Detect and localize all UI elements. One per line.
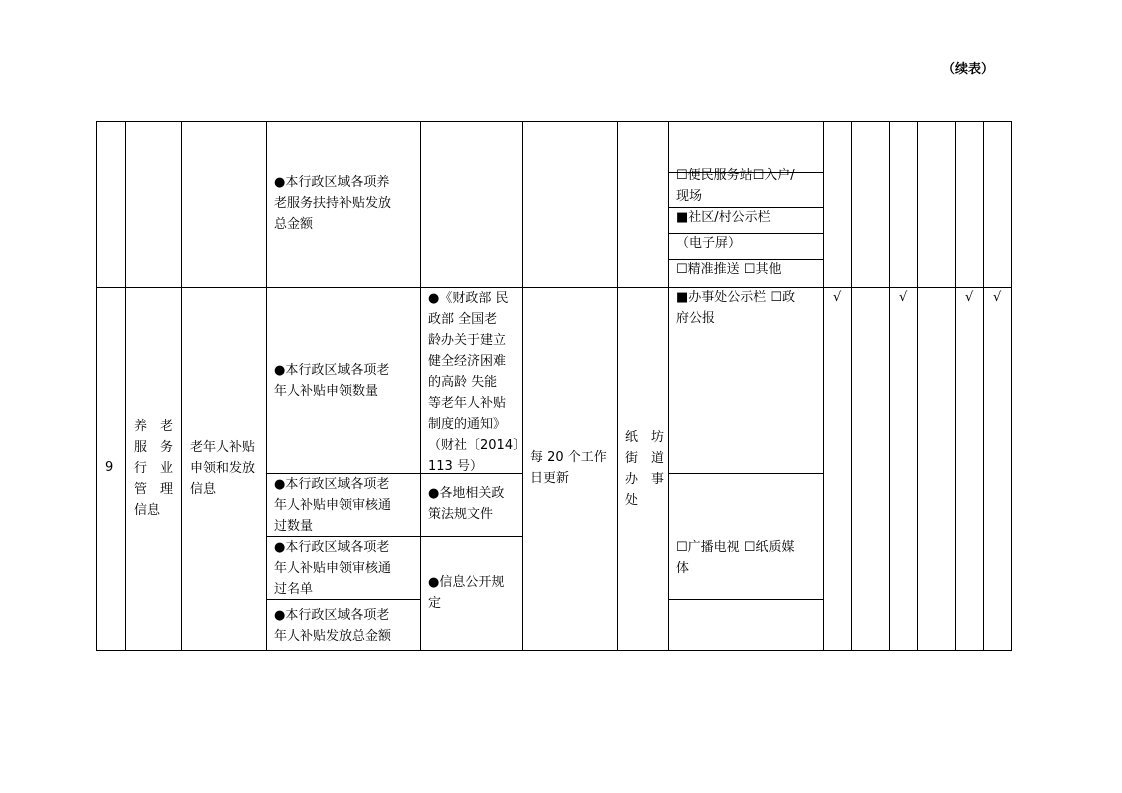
subject-line: 纸 坊 bbox=[625, 430, 665, 445]
column-divider bbox=[96, 121, 97, 651]
basis-line: 策法规文件 bbox=[428, 507, 494, 522]
column-divider bbox=[955, 121, 956, 651]
prev-content-line: 总金额 bbox=[274, 217, 314, 232]
category-line: 行 业 bbox=[134, 461, 174, 476]
channel-line: 府公报 bbox=[676, 311, 716, 326]
cell-divider bbox=[668, 599, 823, 600]
column-divider bbox=[823, 121, 824, 651]
column-divider bbox=[1011, 121, 1012, 651]
check-mark: √ bbox=[993, 290, 1002, 305]
prev-channel-text: ■社区/村公示栏 bbox=[676, 210, 771, 225]
content-line: 年人补贴申领数量 bbox=[274, 384, 379, 399]
basis-line: 113 号） bbox=[428, 459, 483, 474]
row-index: 9 bbox=[105, 460, 114, 475]
prev-channel-text: ☐便民服务站☐入户/ bbox=[676, 168, 795, 183]
disclosure-table bbox=[96, 121, 1012, 651]
subject-line: 处 bbox=[625, 493, 639, 508]
channel-line: ☐广播电视 ☐纸质媒 bbox=[676, 540, 795, 555]
item-line: 申领和发放 bbox=[190, 461, 256, 476]
check-mark: √ bbox=[965, 290, 974, 305]
basis-line: 政部 全国老 bbox=[428, 312, 498, 327]
cell-divider bbox=[266, 473, 421, 474]
basis-line: （财社〔2014〕 bbox=[428, 438, 527, 453]
content-line: 过数量 bbox=[274, 519, 314, 534]
column-divider bbox=[917, 121, 918, 651]
basis-line: 制度的通知》 bbox=[428, 417, 507, 432]
column-divider bbox=[617, 121, 618, 651]
column-divider bbox=[181, 121, 182, 651]
column-divider bbox=[125, 121, 126, 651]
basis-line: 定 bbox=[428, 596, 442, 611]
subject-line: 办 事 bbox=[625, 472, 665, 487]
column-divider bbox=[889, 121, 890, 651]
check-mark: √ bbox=[899, 290, 908, 305]
subject-line: 街 道 bbox=[625, 451, 665, 466]
column-divider bbox=[266, 121, 267, 651]
prev-channel-text: 现场 bbox=[676, 189, 703, 204]
prev-channel-text: ☐精准推送 ☐其他 bbox=[676, 262, 782, 277]
content-line: 年人补贴发放总金额 bbox=[274, 629, 392, 644]
cell-divider bbox=[420, 536, 523, 537]
category-line: 养 老 bbox=[134, 419, 174, 434]
content-line: 年人补贴申领审核通 bbox=[274, 561, 392, 576]
basis-line: 龄办关于建立 bbox=[428, 333, 507, 348]
basis-line: 健全经济困难 bbox=[428, 354, 507, 369]
table-border-top bbox=[96, 121, 1012, 122]
content-line: 过名单 bbox=[274, 582, 314, 597]
content-line: ●本行政区域各项老 bbox=[274, 608, 390, 623]
prev-content-line: ●本行政区域各项养 bbox=[274, 175, 390, 190]
content-line: 年人补贴申领审核通 bbox=[274, 498, 392, 513]
category-line: 服 务 bbox=[134, 440, 174, 455]
column-divider bbox=[668, 121, 669, 651]
column-divider bbox=[851, 121, 852, 651]
content-line: ●本行政区域各项老 bbox=[274, 363, 390, 378]
prev-channel-text: （电子屏） bbox=[676, 236, 742, 251]
content-line: ●本行政区域各项老 bbox=[274, 477, 390, 492]
item-line: 信息 bbox=[190, 482, 217, 497]
prev-content-line: 老服务扶持补贴发放 bbox=[274, 196, 392, 211]
column-divider bbox=[420, 121, 421, 651]
column-divider bbox=[983, 121, 984, 651]
channel-line: 体 bbox=[676, 561, 690, 576]
row-divider bbox=[96, 287, 1012, 288]
basis-line: 等老年人补贴 bbox=[428, 396, 507, 411]
basis-line: 的高龄 失能 bbox=[428, 375, 498, 390]
time-limit-line: 日更新 bbox=[530, 471, 570, 486]
basis-line: ●各地相关政 bbox=[428, 486, 505, 501]
category-line: 信息 bbox=[134, 503, 161, 518]
column-divider bbox=[522, 121, 523, 651]
item-line: 老年人补贴 bbox=[190, 440, 256, 455]
table-border-bottom bbox=[96, 650, 1012, 651]
basis-line: ●《财政部 民 bbox=[428, 291, 509, 306]
check-mark: √ bbox=[833, 290, 842, 305]
cell-divider bbox=[668, 473, 823, 474]
continued-label: （续表） bbox=[942, 62, 995, 77]
channel-line: ■办事处公示栏 ☐政 bbox=[676, 290, 796, 305]
basis-line: ●信息公开规 bbox=[428, 575, 505, 590]
time-limit-line: 每 20 个工作 bbox=[530, 450, 607, 465]
content-line: ●本行政区域各项老 bbox=[274, 540, 390, 555]
category-line: 管 理 bbox=[134, 482, 174, 497]
